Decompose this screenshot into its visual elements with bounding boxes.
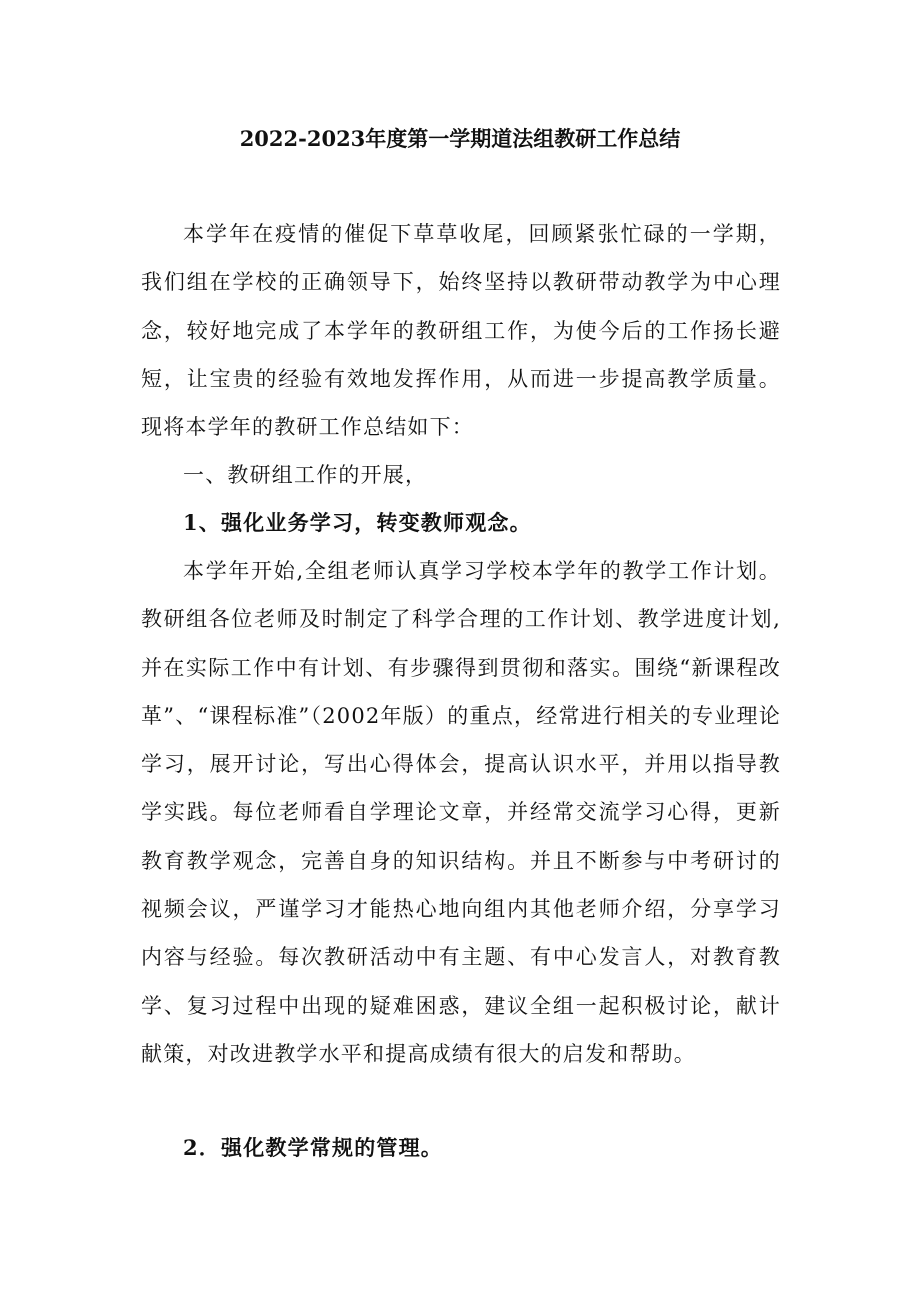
- paragraph-business-study: 本学年开始,全组老师认真学习学校本学年的教学工作计划。教研组各位老师及时制定了科学合理的工作计划、教学进度计划,并在实际工作中有计划、有步骤得到贯彻和落实。围绕“新课程改革”、“课程标准”（2002年版）的重点，经常进行相关的专业理论学习，展开讨论，写出心得体会，提高认识水平，并用以指导教学实践。每位老师看自学理论文章，并经常交流学习心得，更新教育教学观念，完善自身的知识结构。并且不断参与中考研讨的视频会议，严谨学习才能热心地向组内其他老师介绍，分享学习内容与经验。每次教研活动中有主题、有中心发言人，对教育教学、复习过程中出现的疑难困惑，建议全组一起积极讨论，献计献策，对改进教学水平和提高成绩有很大的启发和帮助。: [141, 559, 781, 1066]
- section-heading: 一、教研组工作的开展，: [183, 463, 428, 487]
- subheading-teaching-routine: 2．强化教学常规的管理。: [183, 1135, 444, 1160]
- intro-paragraph: 本学年在疫情的催促下草草收尾，回顾紧张忙碌的一学期，我们组在学校的正确领导下，始终坚持以教研带动教学为中心理念，较好地完成了本学年的教研组工作，为使今后的工作扬长避短，让宝贵的经验有效地发挥作用，从而进一步提高教学质量。现将本学年的教研工作总结如下：: [141, 222, 781, 440]
- document-title: 2022-2023年度第一学期道法组教研工作总结: [239, 126, 681, 151]
- subheading-business-study: 1、强化业务学习，转变教师观念。: [183, 510, 532, 535]
